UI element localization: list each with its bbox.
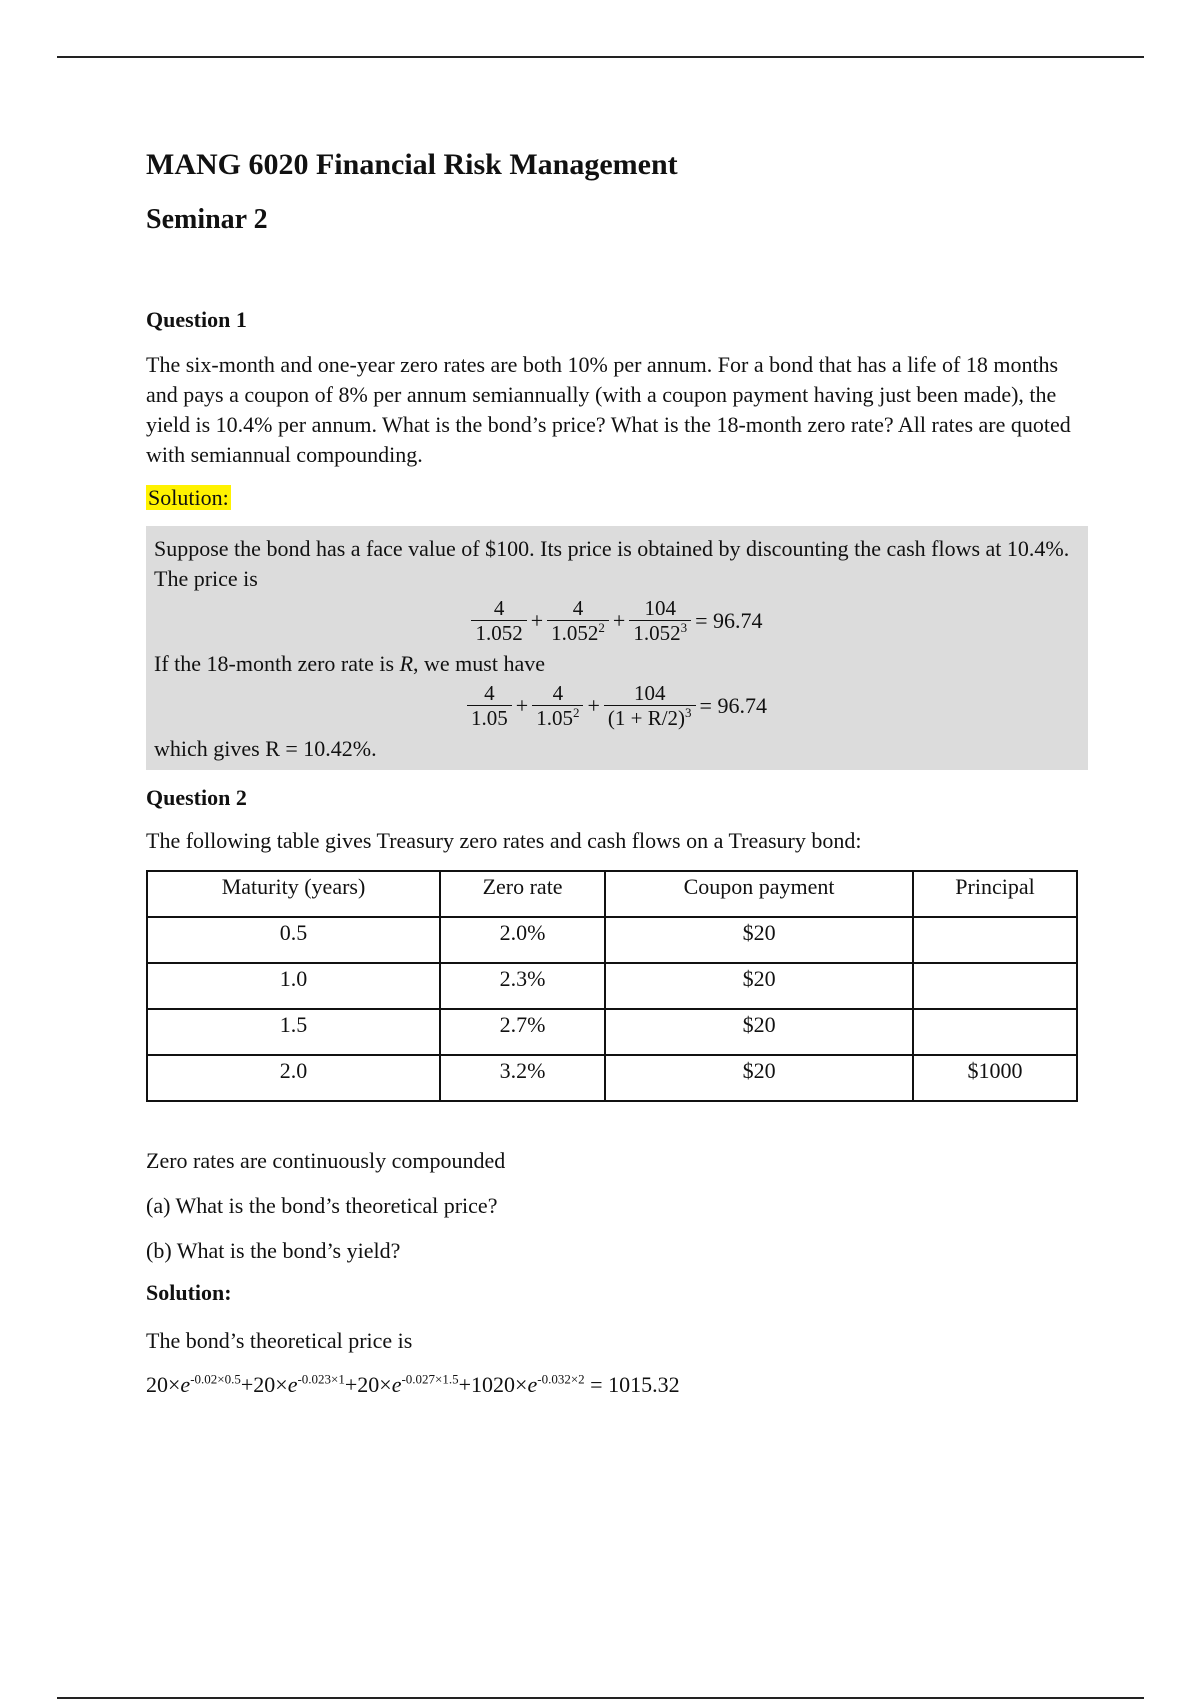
table-cell: $20 <box>605 1009 913 1055</box>
treasury-table <box>146 870 1078 1102</box>
table-cell: 0.5 <box>147 917 440 963</box>
table-cell: 3.2% <box>440 1055 605 1101</box>
document-body <box>146 140 1086 1400</box>
question-2-text: The following table gives Treasury zero rates and cash flows on a Treasury bond: <box>146 828 862 853</box>
course-title: MANG 6020 Financial Risk Management <box>146 148 678 181</box>
bottom-rule <box>57 1697 1144 1699</box>
question-2-heading: Question 2 <box>146 785 247 810</box>
price-text: The bond’s theoretical price is <box>146 1328 413 1353</box>
price-formula: $20\times e^{-0.02\times 0.5}+20\times e^{-0.023\times 1}+20\times e^{-0.027\times 1.5}+1020\times e^{-0.032\times 2} = 1015.32$ <box>146 1371 680 1397</box>
table-cell <box>913 963 1077 1009</box>
price-equation: $\frac{4}{1.052}$ + $\frac{4}{1.052^2}$ + $\frac{104}{1.052^3}$ = 96.74 <box>154 596 1080 645</box>
solution-conclusion: which gives R = 10.42%. <box>154 736 377 761</box>
table-cell: 2.0% <box>440 917 605 963</box>
table-cell: 1.5 <box>147 1009 440 1055</box>
question-2-solution-label: Solution: <box>146 1280 232 1305</box>
question-1-text: The six-month and one-year zero rates are both 10% per annum. For a bond that has a life of 18 months and pays a coupon of 8% per annum semiannually (with a coupon payment having just been made), the yield is 10.4% per annum. What is the bond’s price? What is the 18-month zero rate? All rates are quoted with semiannual compounding. <box>146 352 1071 467</box>
solution-box <box>146 526 1088 770</box>
top-rule <box>57 56 1144 58</box>
header-principal: Principal <box>913 871 1077 917</box>
fraction-4: $\frac{4}{1.05}$ <box>467 681 512 730</box>
header-coupon: Coupon payment <box>605 871 913 917</box>
table-row <box>147 1009 1077 1055</box>
solution-highlight: Solution: <box>148 485 229 510</box>
seminar-title: Seminar 2 <box>146 204 268 235</box>
table-cell: $20 <box>605 963 913 1009</box>
question-1-heading: Question 1 <box>146 307 247 332</box>
fraction-5: $\frac{4}{1.05^2}$ <box>532 681 583 730</box>
question-1-solution-label <box>146 483 1086 513</box>
table-cell <box>913 917 1077 963</box>
solution-intro: Suppose the bond has a face value of $100. Its price is obtained by discounting the cash flows at 10.4%. The price is <box>154 536 1070 591</box>
table-cell <box>913 1009 1077 1055</box>
zero-rate-equation: $\frac{4}{1.05}$ + $\frac{4}{1.05^2}$ + $\frac{104}{(1 + R/2)^3}$ = 96.74 <box>154 681 1080 730</box>
table-cell: 2.3% <box>440 963 605 1009</box>
table-cell: $20 <box>605 1055 913 1101</box>
table-cell: $1000 <box>913 1055 1077 1101</box>
table-header-row <box>147 871 1077 917</box>
table-cell: $20 <box>605 917 913 963</box>
table-row <box>147 963 1077 1009</box>
table-cell: 2.0 <box>147 1055 440 1101</box>
part-a: (a) What is the bond’s theoretical price? <box>146 1193 498 1218</box>
part-b: (b) What is the bond’s yield? <box>146 1238 401 1263</box>
header-maturity: Maturity (years) <box>147 871 440 917</box>
table-cell: 2.7% <box>440 1009 605 1055</box>
header-zero-rate: Zero rate <box>440 871 605 917</box>
table-row <box>147 1055 1077 1101</box>
compounding-note: Zero rates are continuously compounded <box>146 1148 506 1173</box>
fraction-2: $\frac{4}{1.052^2}$ <box>547 596 609 645</box>
fraction-6: $\frac{104}{(1 + R/2)^3}$ <box>604 681 696 730</box>
fraction-1: $\frac{4}{1.052}$ <box>471 596 526 645</box>
table-cell: 1.0 <box>147 963 440 1009</box>
solution-middle: If the 18-month zero rate is R, we must have <box>154 651 545 676</box>
table-row <box>147 917 1077 963</box>
fraction-3: $\frac{104}{1.052^3}$ <box>629 596 691 645</box>
